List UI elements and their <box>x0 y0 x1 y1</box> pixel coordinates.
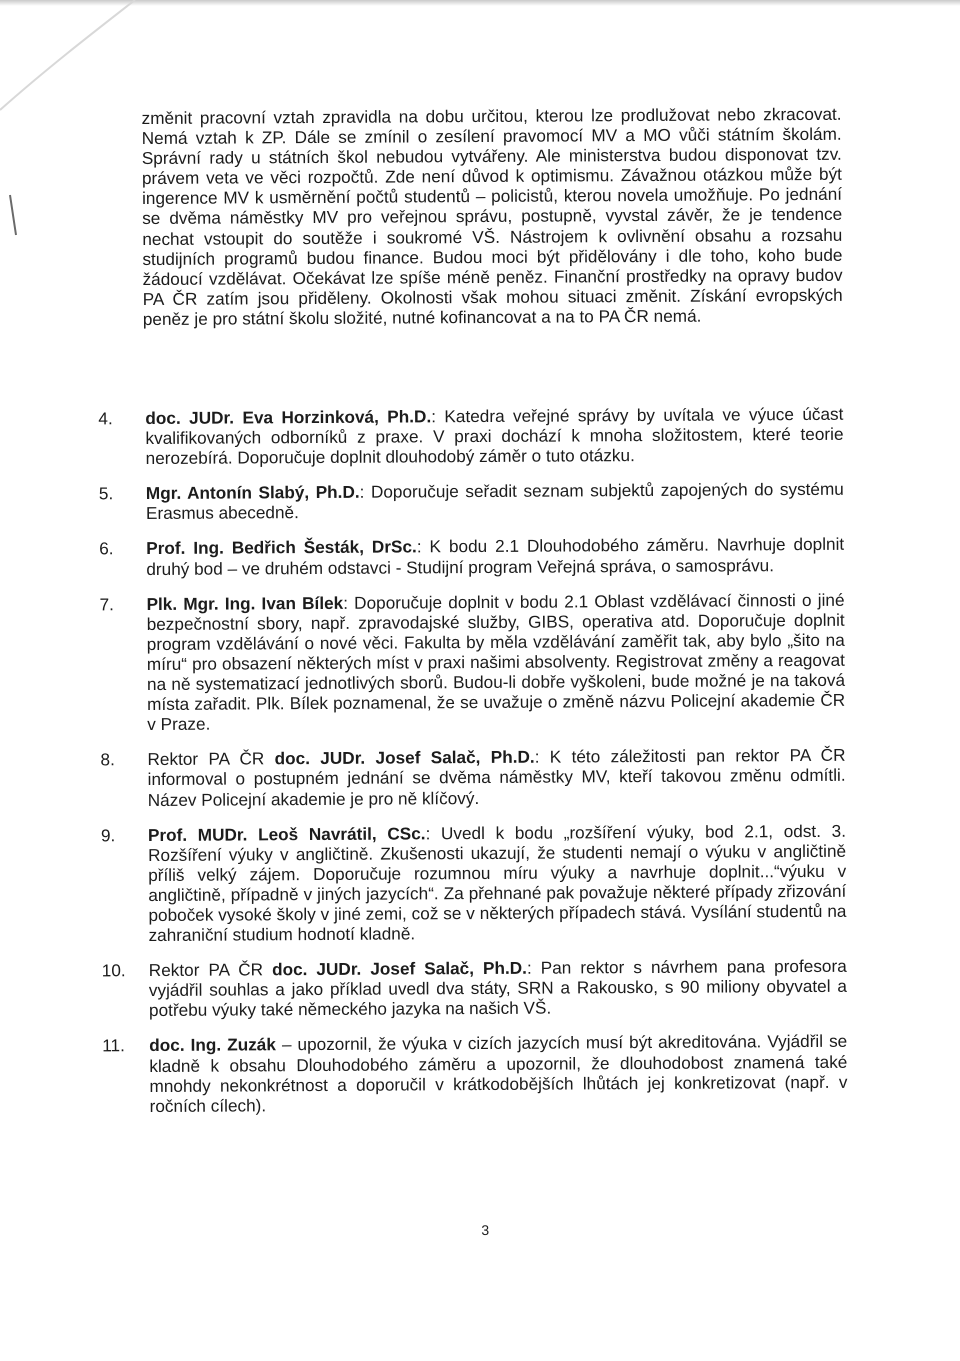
intro-paragraph: změnit pracovní vztah zpravidla na dobu určitou, kterou lze prodlužovat nebo zkracovat. Nemá vztah k ZP. Dále se zmínil o zesílení pravomocí MV a MO vůči státním školám. Správní rady u státních škol nebudou vytvářeny. Ale ministerstva budou disponovat tzv. právem veta ve věci rozpočtů. Zde není důvod k optimismu. Závažnou otázkou může být ingerence MV k usměrnění počtů studentů – policistů, kterou novela umožňuje. Po jednání se dvěma náměstky MV pro veřejnou správu, postupně, vyvstal závěr, že je tendence nechat vstoupit do soutěže i soukromé VŠ. Nástrojem k ovlivnění obsahu a rozsahu studijních programů budou finance. Budou moci být přidělovány i dle toho, koho bude žádoucí vzdělávat. Očekávat lze spíše méně peněz. Finanční prostředky na opravy budov PA ČR zatím jsou přiděleny. Okolnosti však mohou situaci změnit. Získání evropských peněz je pro státní školu složité, nutné kofinancovat a na to PA ČR nemá. <box>141 103 843 329</box>
item-text: – upozornil, že výuka v cizích jazycích musí být akreditována. Vyjádřil se kladně k obsahu Dlouhodobého záměru a upozornil, že dlouhodobost znamená také mnohdy nekonkrétnost a doporučil v krátkodobějších lhůtách jej konkretizovat (např. v ročních cílech). <box>149 1031 848 1116</box>
speaker-name: doc. Ing. Zuzák <box>149 1034 276 1056</box>
item-number: 6. <box>99 538 114 559</box>
item-text: : Doporučuje doplnit v bodu 2.1 Oblast vzdělávací činnosti o jiné bezpečnostní sbory, např. zpravodajské služby, GIBS, operativa atd. Doporučuje doplnit program vzdělávání o nové věci. Fakulta by měla vzdělávání zaměřit tak, aby bylo „šito na míru“ pro obsazení některých míst v praxi našimi absolventy. Registrovat změny a reagovat na ně systematizací jednotlivých sborů. Budou-li dobře vyškoleni, bude možné je na taková místa zařadit. Plk. Bílek poznamenal, že se uvažuje o změně názvu Policejní akademie ČR v Praze. <box>146 589 846 735</box>
item-text: : Pan rektor s návrhem pana profesora vyjádřil souhlas a jako příklad uvedl dva státy, SRN a Rakousko, s 90 miliony obyvatel a potřebu výuky také německého jazyka na našich VŠ. <box>148 955 847 1021</box>
speaker-name: Plk. Mgr. Ing. Ivan Bílek <box>146 592 344 614</box>
item-number: 4. <box>98 408 113 429</box>
item-body <box>147 745 845 810</box>
list-item <box>99 589 845 734</box>
list-item <box>100 745 845 810</box>
item-prefix: Rektor PA ČR <box>147 748 275 770</box>
speaker-name: Prof. MUDr. Leoš Navrátil, CSc. <box>147 822 426 845</box>
item-number: 10. <box>101 960 126 981</box>
speaker-name: Mgr. Antonín Slabý, Ph.D. <box>145 482 360 504</box>
item-body <box>146 534 844 578</box>
item-body <box>149 956 847 1021</box>
list-item <box>102 956 847 1021</box>
item-text: : K bodu 2.1 Dlouhodobého záměru. Navrhuje doplnit druhý bod – ve druhém odstavci - Studijní program Veřejná správa, o samosprávu. <box>146 534 845 579</box>
item-text: : Katedra veřejné správy by uvítala ve výuce účast kvalifikovaných odborníků z praxe. V praxi dochází k mnoha složitostem, které teorie nerozebírá. Doporučuje doplnit dlouhodobý záměr o tuto otázku. <box>145 403 844 469</box>
list-item <box>99 479 844 524</box>
item-text: : Uvedl k bodu „rozšíření výuky, bod 2.1, odst. 3. Rozšíření výuky v angličtině. Zkušenosti ukazují, že studenti nemají o výuku v angličtině příliš velký zájem. Doporučuje rozumnou míru výuky a navrhuje doplnit...“výuku v angličtině, případně v jiných jazycích“. Za přehnané pak považuje některé případy zřizování poboček vysoké školy v jiné zemi, což se v některých případech stává. Vysílání studentů na zahraniční studium hodnotí kladně. <box>148 820 847 946</box>
item-number: 5. <box>98 483 114 504</box>
item-number: 8. <box>100 749 115 770</box>
page-number: 3 <box>481 1221 490 1239</box>
item-number: 9. <box>100 824 116 845</box>
speaker-name: Prof. Ing. Bedřich Šesták, DrSc. <box>146 536 417 559</box>
item-number: 11. <box>102 1035 125 1056</box>
item-body <box>148 820 847 945</box>
numbered-list <box>98 404 847 1131</box>
list-item <box>101 820 847 945</box>
speaker-name: doc. JUDr. Josef Salač, Ph.D. <box>274 746 535 769</box>
list-item <box>102 1031 847 1116</box>
item-prefix: Rektor PA ČR <box>148 959 273 981</box>
item-body <box>145 404 843 469</box>
list-item <box>98 404 843 469</box>
speaker-name: doc. JUDr. Eva Horzinková, Ph.D. <box>145 406 432 429</box>
speaker-name: doc. JUDr. Josef Salač, Ph.D. <box>271 957 527 980</box>
list-item <box>99 534 844 579</box>
item-text: : K této záležitosti pan rektor PA ČR informoval o postupném jednání se dvěma náměstky MV, kteří takovou změnu odmítli. Název Policejní akademie je pro ně klíčový. <box>147 745 846 810</box>
item-number: 7. <box>99 593 114 614</box>
item-body <box>146 479 844 523</box>
item-body <box>146 589 845 734</box>
item-body <box>149 1031 847 1116</box>
item-text: : Doporučuje seřadit seznam subjektů zapojených do systému Erasmus abecedně. <box>145 479 844 524</box>
